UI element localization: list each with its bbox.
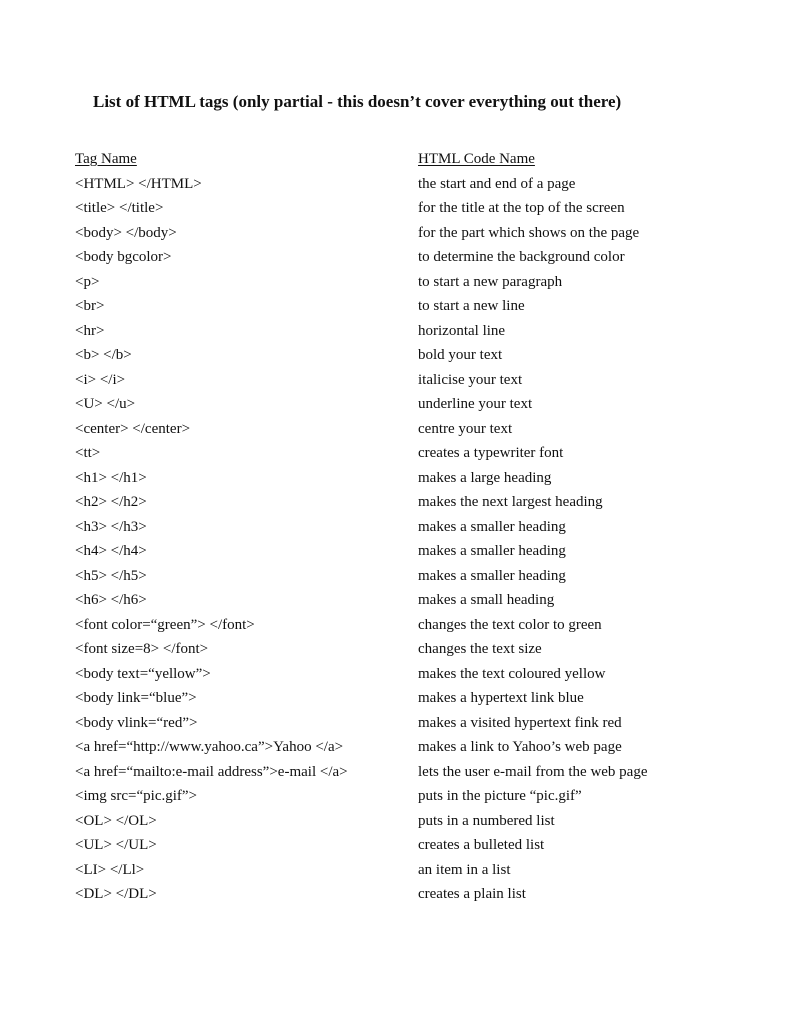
table-row xyxy=(75,564,755,589)
code-name-cell: makes a visited hypertext fink red xyxy=(418,714,622,731)
tag-name-cell: <center> </center> xyxy=(75,420,191,437)
code-name-cell: makes a link to Yahoo’s web page xyxy=(418,739,622,755)
code-name-cell: makes a large heading xyxy=(418,469,552,486)
tag-name-cell: <h3> </h3> xyxy=(75,518,147,535)
code-name-cell: creates a typewriter font xyxy=(418,445,564,461)
tag-name-cell: <font color=“green”> </font> xyxy=(75,616,255,633)
tag-name-cell: <i> </i> xyxy=(75,371,126,388)
page-title: List of HTML tags (only partial - this doesn’t cover everything out there) xyxy=(93,92,622,111)
code-name-cell: changes the text size xyxy=(418,641,542,657)
tag-name-cell: <tt> xyxy=(75,445,101,461)
table-row xyxy=(75,882,755,907)
code-name-cell: the start and end of a page xyxy=(418,175,576,192)
code-name-cell: for the part which shows on the page xyxy=(418,224,640,241)
table-row xyxy=(75,417,755,442)
tag-name-cell: <HTML> </HTML> xyxy=(75,175,202,192)
code-name-cell: makes a hypertext link blue xyxy=(418,690,584,706)
code-name-cell: makes a smaller heading xyxy=(418,518,566,535)
code-name-cell: to start a new paragraph xyxy=(418,273,563,290)
tag-name-cell: <body vlink=“red”> xyxy=(75,714,198,731)
table-row xyxy=(75,711,755,736)
table-row xyxy=(75,319,755,344)
table-row xyxy=(75,588,755,613)
code-name-cell: makes the text coloured yellow xyxy=(418,665,606,682)
table-row xyxy=(75,784,755,809)
code-name-cell: horizontal line xyxy=(418,322,506,339)
table-row xyxy=(75,490,755,515)
code-name-cell: underline your text xyxy=(418,396,533,412)
code-name-cell: creates a plain list xyxy=(418,886,526,902)
table-row xyxy=(75,294,755,319)
table-row xyxy=(75,245,755,270)
code-name-cell: for the title at the top of the screen xyxy=(418,200,625,216)
table-row xyxy=(75,466,755,491)
tag-table xyxy=(75,147,755,907)
table-row xyxy=(75,662,755,687)
tag-name-cell: <body> </body> xyxy=(75,224,177,241)
code-name-cell: an item in a list xyxy=(418,861,511,878)
table-row xyxy=(75,539,755,564)
code-name-cell: makes a smaller heading xyxy=(418,567,566,584)
table-row xyxy=(75,392,755,417)
table-row xyxy=(75,833,755,858)
tag-name-cell: <DL> </DL> xyxy=(75,886,157,902)
tag-name-cell: <UL> </UL> xyxy=(75,837,157,853)
table-row xyxy=(75,270,755,295)
code-name-cell: to start a new line xyxy=(418,298,525,314)
table-row xyxy=(75,637,755,662)
tag-name-cell: <img src=“pic.gif”> xyxy=(75,788,198,804)
tag-name-cell: <body bgcolor> xyxy=(75,249,172,265)
column-header-code-name: HTML Code Name xyxy=(418,151,535,167)
tag-name-cell: <h2> </h2> xyxy=(75,494,147,510)
column-header-tag-name: Tag Name xyxy=(75,151,137,167)
code-name-cell: makes the next largest heading xyxy=(418,494,603,510)
tag-name-cell: <body link=“blue”> xyxy=(75,690,197,706)
tag-name-cell: <LI> </Ll> xyxy=(75,861,145,878)
code-name-cell: lets the user e-mail from the web page xyxy=(418,763,648,780)
tag-name-cell: <p> xyxy=(75,273,100,290)
table-row xyxy=(75,686,755,711)
table-row xyxy=(75,368,755,393)
tag-name-cell: <font size=8> </font> xyxy=(75,641,209,657)
tag-name-cell: <a href=“http://www.yahoo.ca”>Yahoo </a> xyxy=(75,739,344,755)
code-name-cell: creates a bulleted list xyxy=(418,837,545,853)
code-name-cell: puts in a numbered list xyxy=(418,812,555,829)
tag-name-cell: <U> </u> xyxy=(75,396,136,412)
code-name-cell: to determine the background color xyxy=(418,249,625,265)
tag-name-cell: <h4> </h4> xyxy=(75,543,147,559)
tag-name-cell: <h6> </h6> xyxy=(75,592,147,608)
code-name-cell: italicise your text xyxy=(418,371,523,388)
table-row xyxy=(75,221,755,246)
code-name-cell: bold your text xyxy=(418,347,503,363)
tag-name-cell: <h5> </h5> xyxy=(75,567,147,584)
code-name-cell: changes the text color to green xyxy=(418,616,602,633)
code-name-cell: makes a smaller heading xyxy=(418,543,566,559)
table-row xyxy=(75,515,755,540)
tag-name-cell: <b> </b> xyxy=(75,347,132,363)
code-name-cell: makes a small heading xyxy=(418,592,555,608)
table-row xyxy=(75,858,755,883)
table-row xyxy=(75,172,755,197)
tag-name-cell: <body text=“yellow”> xyxy=(75,665,211,682)
table-header xyxy=(75,147,755,172)
table-row xyxy=(75,760,755,785)
table-row xyxy=(75,196,755,221)
tag-name-cell: <br> xyxy=(75,298,105,314)
tag-name-cell: <title> </title> xyxy=(75,200,164,216)
table-row xyxy=(75,809,755,834)
table-row xyxy=(75,441,755,466)
tag-name-cell: <hr> xyxy=(75,322,105,339)
code-name-cell: puts in the picture “pic.gif” xyxy=(418,788,582,804)
code-name-cell: centre your text xyxy=(418,420,513,437)
tag-name-cell: <a href=“mailto:e-mail address”>e-mail </a> xyxy=(75,763,348,780)
tag-name-cell: <h1> </h1> xyxy=(75,469,147,486)
table-row xyxy=(75,613,755,638)
table-row xyxy=(75,343,755,368)
table-row xyxy=(75,735,755,760)
tag-name-cell: <OL> </OL> xyxy=(75,812,157,829)
